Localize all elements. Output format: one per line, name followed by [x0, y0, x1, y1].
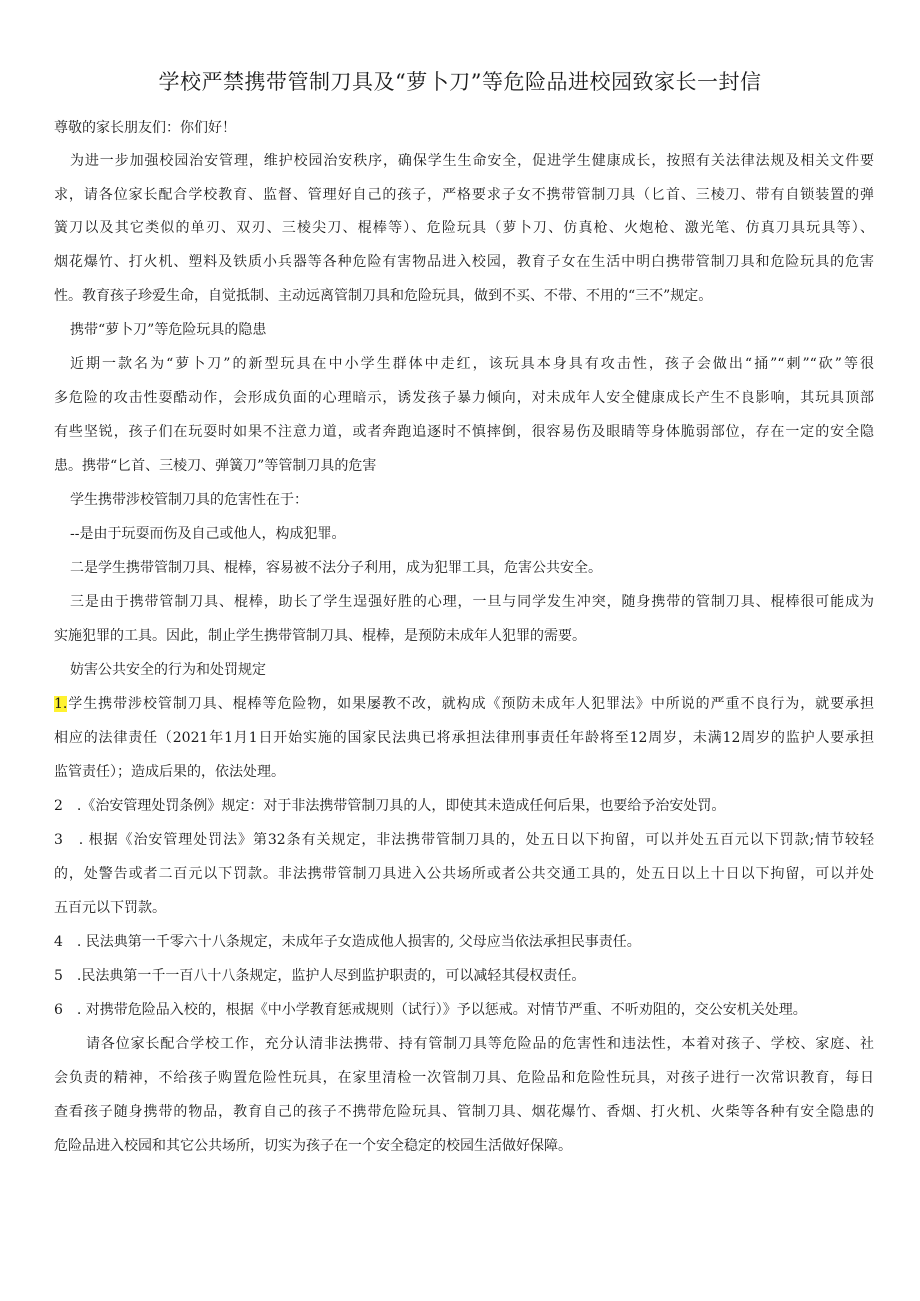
rule-1-text: 学生携带涉校管制刀具、棍棒等危险物，如果屡教不改，就构成《预防未成年人犯罪法》中所说的严重不良行为，就要承担 [67, 696, 874, 712]
rule-1-line: 监管责任）；造成后果的，依法处理。 [54, 764, 285, 780]
paragraph-hazard-line: 多危险的攻击性耍酷动作，会形成负面的心理暗示，诱发孩子暴力倾向，对未成年人安全健康成长产生不良影响，其玩具顶部 [54, 390, 874, 406]
paragraph-intro-line: 性。教育孩子珍爱生命，自觉抵制、主动远离管制刀具和危险玩具，做到不买、不带、不用的“三不”规定。 [54, 288, 713, 304]
closing-line: 会负责的精神，不给孩子购置危险性玩具，在家里清检一次管制刀具、危险品和危险性玩具，对孩子进行一次常识教育，每日 [54, 1070, 874, 1086]
section-heading-harm: 学生携带涉校管制刀具的危害性在于： [70, 492, 308, 508]
greeting: 尊敬的家长朋友们：你们好！ [54, 120, 236, 136]
rule-3-line: 五百元以下罚款。 [54, 900, 166, 916]
harm-item-1: --是由于玩耍而伤及自己或他人，构成犯罪。 [70, 526, 346, 542]
closing-line: 请各位家长配合学校工作，充分认清非法携带、持有管制刀具等危险品的危害性和违法性，本着对孩子、学校、家庭、社 [86, 1036, 874, 1052]
rule-1-line [54, 694, 874, 714]
paragraph-intro-line: 为进一步加强校园治安管理，维护校园治安秩序，确保学生生命安全，促进学生健康成长，按照有关法律法规及相关文件要 [70, 153, 874, 169]
section-heading-radish-knife: 携带“萝卜刀”等危险玩具的隐患 [70, 322, 267, 338]
rule-3-line: 3 . 根据《治安管理处罚法》第32条有关规定，非法携带管制刀具的，处五日以下拘留，可以并处五百元以下罚款;情节较轻 [54, 832, 874, 848]
rule-3-line: 的，处警告或者二百元以下罚款。非法携带管制刀具进入公共场所或者公共交通工具的，处五日以上十日以下拘留，可以并处 [54, 866, 874, 882]
paragraph-hazard-line: 有些坚锐，孩子们在玩耍时如果不注意力道，或者奔跑追逐时不慎摔倒，很容易伤及眼睛等身体脆弱部位，存在一定的安全隐 [54, 424, 874, 440]
section-heading-penalties: 妨害公共安全的行为和处罚规定 [70, 662, 266, 678]
harm-item-3-line: 实施犯罪的工具。因此，制止学生携带管制刀具、棍棒，是预防未成年人犯罪的需要。 [54, 628, 586, 644]
paragraph-hazard-line: 近期一款名为“萝卜刀”的新型玩具在中小学生群体中走红，该玩具本身具有攻击性，孩子会做出“捅”“刺”“砍”等很 [70, 356, 874, 372]
paragraph-hazard-line: 患。携带“匕首、三棱刀、弹簧刀”等管制刀具的危害 [54, 458, 377, 474]
rule-6: 6 . 对携带危险品入校的，根据《中小学教育惩戒规则（试行）》予以惩戒。对情节严重、不听劝阻的，交公安机关处理。 [54, 1002, 807, 1018]
rule-2: 2 .《治安管理处罚条例》规定：对于非法携带管制刀具的人，即使其未造成任何后果，也要给予治安处罚。 [54, 798, 726, 814]
highlighted-number: 1. [54, 696, 68, 712]
letter-title: 学校严禁携带管制刀具及“萝卜刀”等危险品进校园致家长一封信 [158, 70, 762, 94]
closing-line: 危险品进入校园和其它公共场所，切实为孩子在一个安全稳定的校园生活做好保障。 [54, 1138, 572, 1154]
harm-item-3-line: 三是由于携带管制刀具、棍棒，助长了学生逞强好胜的心理，一旦与同学发生冲突，随身携带的管制刀具、棍棒很可能成为 [70, 594, 874, 610]
rule-4: 4 . 民法典第一千零六十八条规定，未成年子女造成他人损害的, 父母应当依法承担民事责任。 [54, 934, 641, 950]
paragraph-intro-line: 簧刀以及其它类似的单刃、双刃、三棱尖刀、棍棒等）、危险玩具（萝卜刀、仿真枪、火炮枪、激光笔、仿真刀具玩具等）、 [54, 220, 874, 236]
closing-line: 查看孩子随身携带的物品，教育自己的孩子不携带危险玩具、管制刀具、烟花爆竹、香烟、打火机、火柴等各种有安全隐患的 [54, 1104, 874, 1120]
harm-item-2: 二是学生携带管制刀具、棍棒，容易被不法分子利用，成为犯罪工具，危害公共安全。 [70, 560, 602, 576]
paragraph-intro-line: 烟花爆竹、打火机、塑料及铁质小兵器等各种危险有害物品进入校园，教育子女在生活中明白携带管制刀具和危险玩具的危害 [54, 254, 874, 270]
rule-1-line: 相应的法律责任（2021年1月1日开始实施的国家民法典已将承担法律刑事责任年龄将至12周岁，未满12周岁的监护人要承担 [54, 730, 874, 746]
rule-5: 5 .民法典第一千一百八十八条规定，监护人尽到监护职责的，可以减轻其侵权责任。 [54, 968, 586, 984]
paragraph-intro-line: 求，请各位家长配合学校教育、监督、管理好自己的孩子，严格要求子女不携带管制刀具（匕首、三棱刀、带有自锁装置的弹 [54, 187, 874, 203]
